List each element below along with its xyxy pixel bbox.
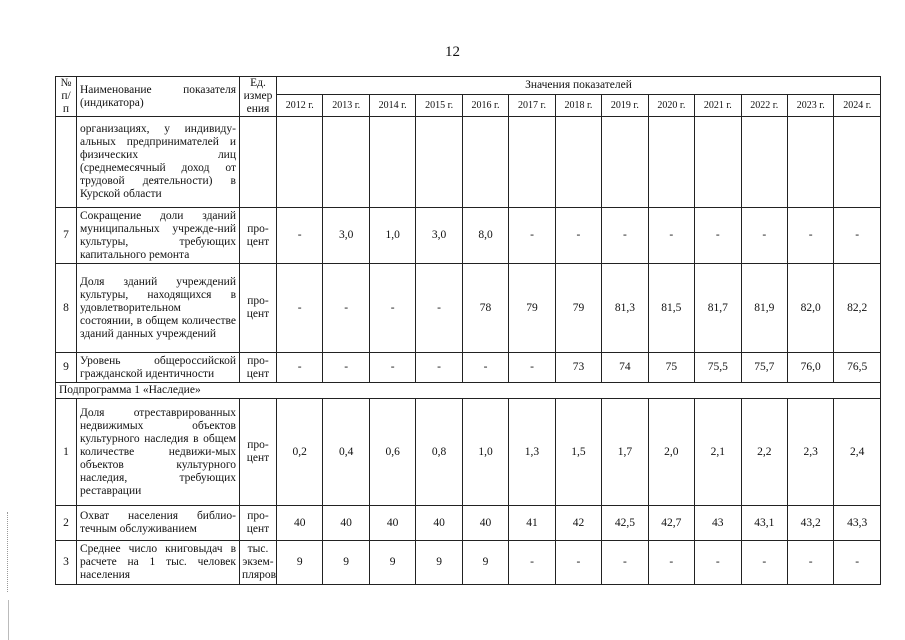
value-cell (741, 117, 787, 208)
value-cell: 8,0 (462, 208, 508, 264)
value-cell: 79 (509, 264, 555, 353)
value-cell: - (277, 353, 323, 383)
value-cell (323, 117, 369, 208)
year-header: 2019 г. (602, 94, 648, 116)
indicator-name: Доля зданий учреждений культуры, находящихся в удовлетворительном состоянии, в общем количестве зданий данных учреждений (77, 264, 240, 353)
year-header: 2020 г. (648, 94, 694, 116)
unit-cell: тыс. экзем-пляров (240, 541, 277, 585)
year-header: 2017 г. (509, 94, 555, 116)
value-cell: 9 (323, 541, 369, 585)
value-cell: 81,7 (695, 264, 741, 353)
header-name: Наименование показателя (индикатора) (77, 77, 240, 117)
indicators-table (55, 76, 881, 585)
year-header: 2016 г. (462, 94, 508, 116)
value-cell: - (695, 208, 741, 264)
header-num: № п/ п (56, 77, 77, 117)
table-row (56, 264, 881, 353)
row-number: 1 (56, 399, 77, 506)
value-cell: 9 (369, 541, 415, 585)
value-cell (555, 117, 601, 208)
subprogram-title: Подпрограмма 1 «Наследие» (56, 383, 881, 399)
value-cell: 73 (555, 353, 601, 383)
table-row (56, 353, 881, 383)
value-cell: 79 (555, 264, 601, 353)
value-cell: 42,7 (648, 506, 694, 541)
value-cell: - (509, 353, 555, 383)
value-cell: 81,5 (648, 264, 694, 353)
year-header: 2022 г. (741, 94, 787, 116)
value-cell: - (416, 264, 462, 353)
unit-cell: про-цент (240, 506, 277, 541)
unit-cell: про-цент (240, 399, 277, 506)
value-cell: 74 (602, 353, 648, 383)
value-cell: 0,6 (369, 399, 415, 506)
value-cell: 43,2 (787, 506, 833, 541)
value-cell: - (277, 208, 323, 264)
page-number: 12 (445, 44, 460, 60)
value-cell: - (462, 353, 508, 383)
value-cell: - (602, 208, 648, 264)
indicator-name: Среднее число книговыдач в расчете на 1 тыс. человек населения (77, 541, 240, 585)
value-cell: - (648, 541, 694, 585)
value-cell: - (834, 208, 881, 264)
value-cell: 43 (695, 506, 741, 541)
unit-cell: про-цент (240, 353, 277, 383)
year-header: 2023 г. (787, 94, 833, 116)
value-cell: - (834, 541, 881, 585)
value-cell: 1,3 (509, 399, 555, 506)
value-cell: 1,0 (369, 208, 415, 264)
value-cell: 2,4 (834, 399, 881, 506)
value-cell (834, 117, 881, 208)
value-cell: 78 (462, 264, 508, 353)
margin-line (8, 600, 9, 640)
table-row (56, 541, 881, 585)
value-cell: 42 (555, 506, 601, 541)
value-cell (602, 117, 648, 208)
value-cell: - (695, 541, 741, 585)
value-cell (787, 117, 833, 208)
value-cell: 43,1 (741, 506, 787, 541)
row-number: 3 (56, 541, 77, 585)
value-cell: - (277, 264, 323, 353)
value-cell: 2,0 (648, 399, 694, 506)
value-cell: 9 (277, 541, 323, 585)
value-cell: 41 (509, 506, 555, 541)
value-cell: - (509, 541, 555, 585)
table-row (56, 399, 881, 506)
value-cell: - (369, 264, 415, 353)
year-header: 2013 г. (323, 94, 369, 116)
value-cell: 43,3 (834, 506, 881, 541)
value-cell (462, 117, 508, 208)
value-cell: 9 (416, 541, 462, 585)
value-cell: 1,7 (602, 399, 648, 506)
value-cell: 81,9 (741, 264, 787, 353)
value-cell: 3,0 (323, 208, 369, 264)
table-row (56, 208, 881, 264)
value-cell (509, 117, 555, 208)
value-cell: 82,2 (834, 264, 881, 353)
indicator-name: организациях, у индивиду-альных предпринимателей и физических лиц (среднемесячный доход от трудовой деятельности) в Курской области (77, 117, 240, 208)
table-body (56, 117, 881, 585)
indicator-name: Уровень общероссийской гражданской идентичности (77, 353, 240, 383)
value-cell: 0,4 (323, 399, 369, 506)
value-cell (277, 117, 323, 208)
value-cell: 2,1 (695, 399, 741, 506)
value-cell: - (602, 541, 648, 585)
value-cell: - (416, 353, 462, 383)
value-cell: - (323, 353, 369, 383)
value-cell: 1,0 (462, 399, 508, 506)
row-number (56, 117, 77, 208)
value-cell (695, 117, 741, 208)
year-header: 2012 г. (277, 94, 323, 116)
value-cell: 0,2 (277, 399, 323, 506)
year-header: 2014 г. (369, 94, 415, 116)
value-cell: - (741, 208, 787, 264)
value-cell: 82,0 (787, 264, 833, 353)
value-cell: 0,8 (416, 399, 462, 506)
value-cell: 40 (323, 506, 369, 541)
value-cell (648, 117, 694, 208)
value-cell: 42,5 (602, 506, 648, 541)
value-cell: - (369, 353, 415, 383)
value-cell: 75,5 (695, 353, 741, 383)
margin-marks (7, 512, 10, 592)
year-header: 2018 г. (555, 94, 601, 116)
header-values-title: Значения показателей (277, 77, 881, 95)
value-cell: - (741, 541, 787, 585)
value-cell: 40 (416, 506, 462, 541)
year-header: 2021 г. (695, 94, 741, 116)
indicator-name: Охват населения библио-течным обслуживанием (77, 506, 240, 541)
indicator-name: Сокращение доли зданий муниципальных учрежде-ний культуры, требующих капитального ремонта (77, 208, 240, 264)
value-cell (416, 117, 462, 208)
value-cell: - (787, 208, 833, 264)
value-cell: 75,7 (741, 353, 787, 383)
value-cell: - (555, 541, 601, 585)
value-cell: 76,0 (787, 353, 833, 383)
value-cell: 81,3 (602, 264, 648, 353)
table-row (56, 117, 881, 208)
row-number: 8 (56, 264, 77, 353)
value-cell: 2,2 (741, 399, 787, 506)
year-header: 2015 г. (416, 94, 462, 116)
row-number: 2 (56, 506, 77, 541)
value-cell: 9 (462, 541, 508, 585)
value-cell: - (323, 264, 369, 353)
value-cell: 40 (462, 506, 508, 541)
value-cell: - (555, 208, 601, 264)
unit-cell: про-цент (240, 264, 277, 353)
value-cell: 75 (648, 353, 694, 383)
unit-cell (240, 117, 277, 208)
unit-cell: про-цент (240, 208, 277, 264)
value-cell: 1,5 (555, 399, 601, 506)
value-cell: - (509, 208, 555, 264)
value-cell: - (787, 541, 833, 585)
value-cell: 40 (369, 506, 415, 541)
row-number: 7 (56, 208, 77, 264)
header-unit: Ед. измер ения (240, 77, 277, 117)
value-cell: 3,0 (416, 208, 462, 264)
value-cell (369, 117, 415, 208)
value-cell: 76,5 (834, 353, 881, 383)
table-row (56, 506, 881, 541)
value-cell: 40 (277, 506, 323, 541)
subprogram-row (56, 383, 881, 399)
value-cell: - (648, 208, 694, 264)
row-number: 9 (56, 353, 77, 383)
indicator-name: Доля отреставрированных недвижимых объектов культурного наследия в общем количестве недвижи-мых объектов культурного наследия, требующих реставрации (77, 399, 240, 506)
value-cell: 2,3 (787, 399, 833, 506)
year-header: 2024 г. (834, 94, 881, 116)
